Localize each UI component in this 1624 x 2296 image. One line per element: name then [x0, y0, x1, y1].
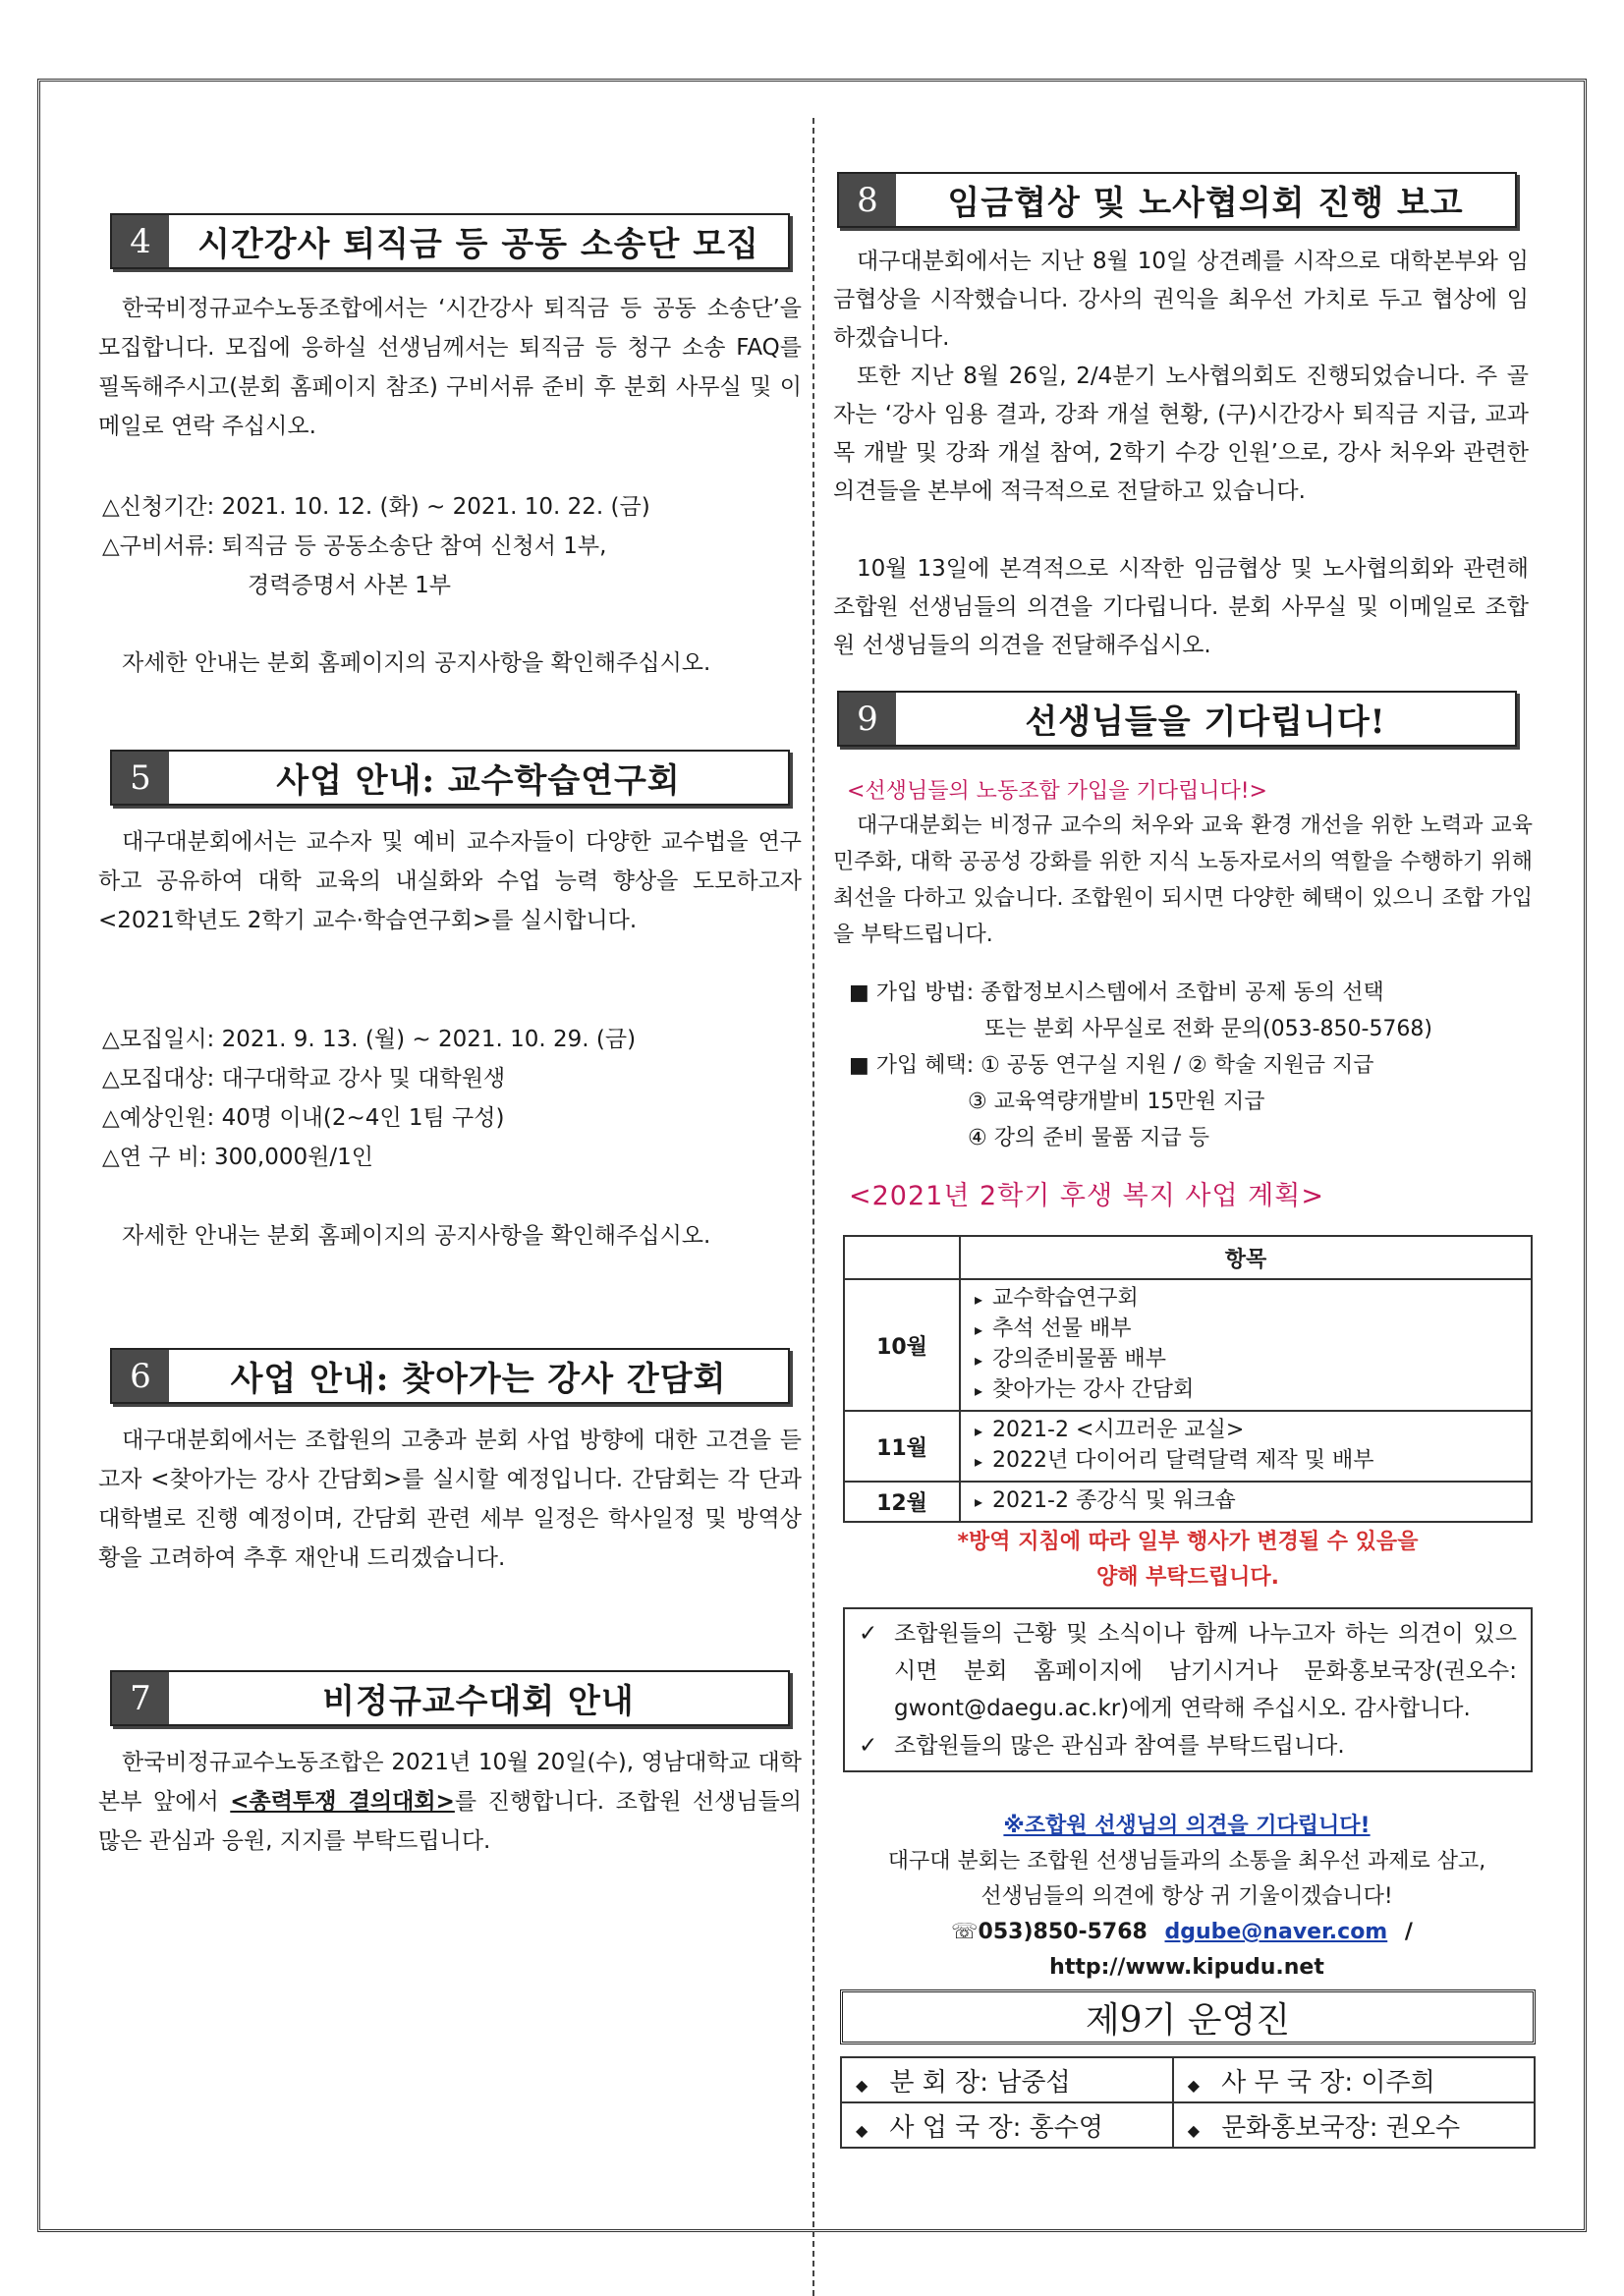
column-divider	[812, 118, 814, 2296]
join-method-2: 또는 분회 사무실로 전화 문의(053-850-5768)	[984, 1017, 1433, 1041]
section-title: 시간강사 퇴직금 등 공동 소송단 모집	[197, 225, 759, 264]
expected-count: △예상인원: 40명 이내(2~4인 1팀 구성)	[102, 1105, 505, 1131]
section-title: 사업 안내: 교수학습연구회	[276, 761, 681, 801]
list-item: ▸ 강의준비물품 배부	[975, 1345, 1517, 1375]
section-title: 선생님들을 기다립니다!	[1025, 702, 1386, 742]
list-item: ▸ 추석 선물 배부	[975, 1315, 1517, 1345]
phone-number: ☏053)850-5768	[951, 1920, 1148, 1944]
list-item: ▸ 교수학습연구회	[975, 1284, 1517, 1315]
check-text: 조합원들의 근황 및 소식이나 함께 나누고자 하는 의견이 있으시면 분회 홈페이지에 남기시거나 문화홍보국장(권오수: gwont@daegu.ac.kr)에게 연락해 주십시오. 감사합니다.	[894, 1621, 1517, 1721]
staff-title: 제9기 운영진	[840, 1989, 1536, 2044]
required-docs-2: 경력증명서 사본 1부	[248, 573, 451, 598]
items-cell	[960, 1279, 1532, 1411]
table-row	[844, 1279, 1532, 1411]
checkmark-icon: ✓	[859, 1733, 878, 1759]
month-cell: 12월	[844, 1482, 960, 1522]
join-benefit-2: ③ 교육역량개발비 15만원 지급	[968, 1090, 1265, 1114]
separator: /	[1404, 1920, 1413, 1944]
footer-line: 대구대 분회는 조합원 선생님들과의 소통을 최우선 과제로 삼고,	[887, 1849, 1486, 1874]
section-4-header	[110, 213, 790, 269]
table-row	[844, 1411, 1532, 1482]
items-cell	[960, 1411, 1532, 1482]
note-line: *방역 지침에 따라 일부 행사가 변경될 수 있음을	[957, 1530, 1419, 1554]
section-7-header	[110, 1670, 790, 1726]
section-5-header	[110, 750, 790, 806]
required-docs: △구비서류: 퇴직금 등 공동소송단 참여 신청서 1부,	[102, 533, 607, 559]
section-number: 9	[839, 693, 896, 745]
body-text: 를 진행합니다. 조합원 선생님들의 많은 관심과 응원, 지지를 부탁드립니다.	[98, 1789, 802, 1854]
table-header-item: 항목	[960, 1236, 1532, 1279]
list-item: ▸ 찾아가는 강사 간담회	[975, 1375, 1517, 1406]
section-8-para-3: 10월 13일에 본격적으로 시작한 임금협상 및 노사협의회와 관련해 조합원 선생님들의 의견을 기다립니다. 분회 사무실 및 이메일로 조합원 선생님들의 의견을 전달해주십시오.	[833, 556, 1529, 658]
table-row	[841, 2057, 1535, 2102]
section-number: 4	[112, 215, 169, 267]
join-benefit-3: ④ 강의 준비 물품 지급 등	[968, 1126, 1209, 1150]
section-number: 8	[839, 174, 896, 226]
checkmark-icon: ✓	[859, 1621, 878, 1647]
month-cell: 10월	[844, 1279, 960, 1411]
section-title: 비정규교수대회 안내	[322, 1682, 635, 1721]
section-6-body: 대구대분회에서는 조합원의 고충과 분회 사업 방향에 대한 고견을 듣고자 <찾아가는 강사 간담회>를 실시할 예정입니다. 간담회는 각 단과 대학별로 진행 예정이며, 간담회 관련 세부 일정은 학사일정 및 방역상황을 고려하여 추후 재안내 드리겠습니다.	[98, 1428, 802, 1571]
notice-box	[843, 1607, 1533, 1772]
footer-line: 선생님들의 의견에 항상 귀 기울이겠습니다!	[980, 1884, 1393, 1909]
section-8-para-2: 또한 지난 8월 26일, 2/4분기 노사협의회도 진행되었습니다. 주 골자는 ‘강사 임용 결과, 강좌 개설 현황, (구)시간강사 퇴직금 지급, 교과목 개발 및 강좌 개설 참여, 2학기 수강 인원’으로, 강사 처우와 관련한 의견들을 본부에 적극적으로 전달하고 있습니다.	[833, 364, 1529, 504]
table-header-empty	[844, 1236, 960, 1279]
section-number: 5	[112, 752, 169, 804]
apply-period: △신청기간: 2021. 10. 12. (화) ~ 2021. 10. 22. (금)	[102, 494, 650, 520]
list-item: ▸ 2021-2 종강식 및 워크숍	[975, 1486, 1517, 1517]
recruit-period: △모집일시: 2021. 9. 13. (월) ~ 2021. 10. 29. (금)	[102, 1027, 637, 1052]
quarantine-note	[843, 1525, 1533, 1596]
table-row	[844, 1482, 1532, 1522]
email-link[interactable]: dgube@naver.com	[1164, 1920, 1388, 1944]
staff-secretary: ◆ 사 무 국 장: 이주희	[1173, 2057, 1535, 2102]
body-text: 한국비정규교수노동조합은 2021년 10월 20일(수), 영남대학교 대학본부 앞에서	[98, 1750, 802, 1815]
staff-chair: ◆ 분 회 장: 남중섭	[841, 2057, 1173, 2102]
table-row	[841, 2102, 1535, 2148]
recruit-target: △모집대상: 대구대학교 강사 및 대학원생	[102, 1066, 506, 1092]
research-fund: △연 구 비: 300,000원/1인	[102, 1145, 373, 1170]
section-9-header	[837, 691, 1517, 747]
staff-culture: ◆ 문화홍보국장: 권오수	[1173, 2102, 1535, 2148]
section-5-body: 대구대분회에서는 교수자 및 예비 교수자들이 다양한 교수법을 연구하고 공유하여 대학 교육의 내실화와 수업 능력 향상을 도모하고자 <2021학년도 2학기 교수·학습연구회>를 실시합니다.	[98, 829, 803, 933]
join-benefit: ■ 가입 혜택: ① 공동 연구실 지원 / ② 학술 지원금 지급	[849, 1053, 1374, 1078]
section-number: 7	[112, 1672, 169, 1724]
list-item: ▸ 2021-2 <시끄러운 교실>	[975, 1416, 1517, 1446]
call-for-opinions: ※조합원 선생님의 의견을 기다립니다!	[1003, 1814, 1371, 1838]
section-number: 6	[112, 1350, 169, 1402]
section-5-detail: 자세한 안내는 분회 홈페이지의 공지사항을 확인해주십시오.	[122, 1223, 711, 1249]
items-cell	[960, 1482, 1532, 1522]
section-8-header	[837, 172, 1517, 228]
list-item: ▸ 2022년 다이어리 달력달력 제작 및 배부	[975, 1446, 1517, 1477]
staff-business: ◆ 사 업 국 장: 홍수영	[841, 2102, 1173, 2148]
join-subtitle: <선생님들의 노동조합 가입을 기다립니다!>	[847, 779, 1267, 804]
website-link[interactable]: http://www.kipudu.net	[1049, 1955, 1324, 1980]
section-title: 사업 안내: 찾아가는 강사 간담회	[230, 1360, 727, 1399]
welfare-table	[843, 1235, 1533, 1523]
check-item	[859, 1727, 1517, 1764]
section-6-header	[110, 1348, 790, 1404]
check-text: 조합원들의 많은 관심과 참여를 부탁드립니다.	[894, 1733, 1345, 1759]
section-4-detail: 자세한 안내는 분회 홈페이지의 공지사항을 확인해주십시오.	[122, 650, 711, 676]
table-header-row	[844, 1236, 1532, 1279]
section-title: 임금협상 및 노사협의회 진행 보고	[947, 184, 1464, 223]
welfare-title: <2021년 2학기 후생 복지 사업 계획>	[849, 1181, 1324, 1211]
contact-footer	[833, 1809, 1540, 1986]
section-7-body	[98, 1743, 802, 1861]
rally-name: <총력투쟁 결의대회>	[230, 1789, 455, 1815]
check-item	[859, 1615, 1517, 1727]
month-cell: 11월	[844, 1411, 960, 1482]
section-4-body: 한국비정규교수노동조합에서는 ‘시간강사 퇴직금 등 공동 소송단’을 모집합니다. 모집에 응하실 선생님께서는 퇴직금 등 청구 소송 FAQ를 필독해주시고(분회 홈페이지 참조) 구비서류 준비 후 분회 사무실 및 이메일로 연락 주십시오.	[98, 296, 802, 439]
contact-line	[833, 1915, 1540, 1986]
join-method: ■ 가입 방법: 종합정보시스템에서 조합비 공제 동의 선택	[849, 980, 1384, 1005]
note-line: 양해 부탁드립니다.	[1095, 1565, 1280, 1590]
staff-table	[840, 2056, 1536, 2149]
section-8-para-1: 대구대분회에서는 지난 8월 10일 상견례를 시작으로 대학본부와 임금협상을 시작했습니다. 강사의 권익을 최우선 가치로 두고 협상에 임하겠습니다.	[833, 249, 1529, 351]
section-9-body: 대구대분회는 비정규 교수의 처우와 교육 환경 개선을 위한 노력과 교육 민주화, 대학 공공성 강화를 위한 지식 노동자로서의 역할을 수행하기 위해 최선을 다하고 있습니다. 조합원이 되시면 다양한 혜택이 있으니 조합 가입을 부탁드립니다.	[833, 813, 1533, 947]
